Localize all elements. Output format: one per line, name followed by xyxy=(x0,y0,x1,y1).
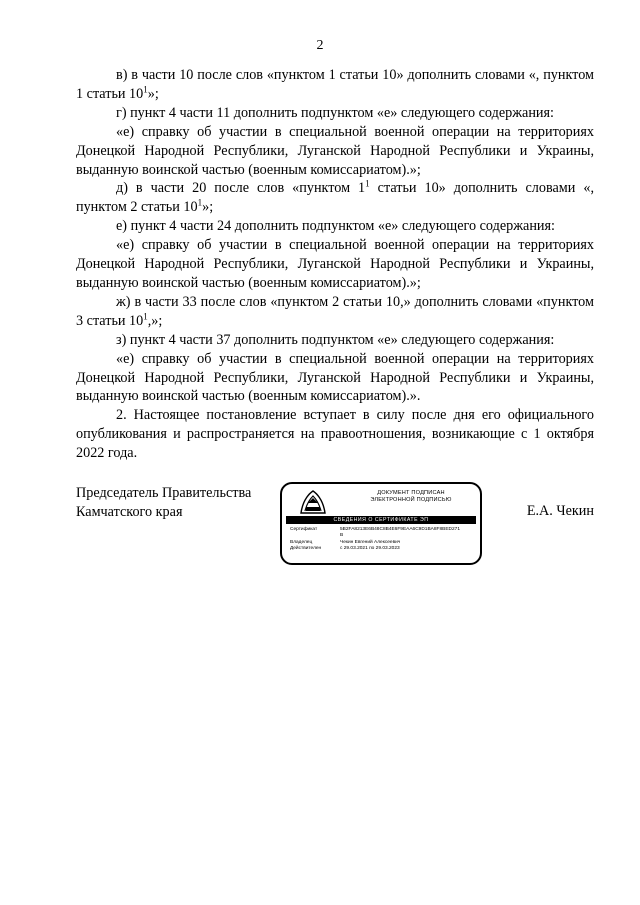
paragraph-v xyxy=(76,66,594,104)
signatory-name: Е.А. Чекин xyxy=(526,503,594,519)
stamp-header xyxy=(346,490,476,504)
position-line-2: Камчатского края xyxy=(76,504,183,520)
stamp-details xyxy=(290,527,478,553)
paragraph-z-quote: «е) справку об участии в специальной военной операции на территориях Донецкой Народной Республики, Луганской Народной Республики и Украины, выданную воинской частью (военным комиссариатом).». xyxy=(76,350,594,405)
stamp-certificate-bar: СВЕДЕНИЯ О СЕРТИФИКАТЕ ЭП xyxy=(286,516,476,524)
paragraph-e-quote: «е) справку об участии в специальной военной операции на территориях Донецкой Народной Республики, Луганской Народной Республики и Украины, выданную воинской частью (военным комиссариатом).»; xyxy=(76,237,594,291)
superscript: 1 xyxy=(365,178,370,189)
owner-label: Владелец xyxy=(290,539,313,545)
paragraph-d-end: »; xyxy=(202,199,214,216)
stamp-row-validity xyxy=(290,546,478,552)
owner-value: Чекин Евгений Алексеевич xyxy=(340,539,401,545)
certificate-value-cont: B xyxy=(340,533,344,539)
paragraph-v-end: »; xyxy=(147,85,159,102)
superscript: 1 xyxy=(197,197,203,208)
validity-value: с 29.03.2021 по 29.03.2023 xyxy=(340,546,400,552)
paragraph-zh xyxy=(76,293,594,331)
document-body xyxy=(76,66,594,463)
stamp-header-line-2: ЭЛЕКТРОННОЙ ПОДПИСЬЮ xyxy=(370,497,452,503)
validity-label: Действителен xyxy=(290,546,322,552)
paragraph-e: е) пункт 4 части 24 дополнить подпунктом «е» следующего содержания: xyxy=(116,218,555,235)
stamp-header-line-1: ДОКУМЕНТ ПОДПИСАН xyxy=(377,490,445,496)
paragraph-z: з) пункт 4 части 37 дополнить подпунктом «е» следующего содержания: xyxy=(116,331,555,348)
paragraph-zh-end: ,»; xyxy=(147,312,163,329)
paragraph-v-text: в) в части 10 после слов «пунктом 1 статьи 10» дополнить словами «, пунктом 1 статьи 10 xyxy=(76,67,594,102)
paragraph-g-quote: «е) справку об участии в специальной военной операции на территориях Донецкой Народной Республики, Луганской Народной Республики и Украины, выданную воинской частью (военным комиссариатом).»; xyxy=(76,123,594,178)
certificate-label: Сертификат xyxy=(290,527,318,532)
paragraph-zh-pre: ж) в части 33 после слов «пунктом 2 статьи 10,» дополнить словами «пунктом 3 статьи 10 xyxy=(76,293,594,329)
certificate-value: 5B2FA8213E6B48C8B4E6F9EAA6C9D1BA8F8BED271 xyxy=(340,527,460,532)
paragraph-d-mid: статьи 10» дополнить словами «, пунктом 2 статьи 10 xyxy=(76,180,594,216)
superscript: 1 xyxy=(143,84,148,95)
paragraph-d-pre: д) в части 20 после слов «пунктом 1 xyxy=(116,180,366,197)
superscript: 1 xyxy=(143,311,148,322)
coat-of-arms-icon xyxy=(298,489,328,515)
paragraph-point-2: 2. Настоящее постановление вступает в силу после дня его официального опубликования и распространяется на правоотношения, возникающие с 1 октября 2022 года. xyxy=(76,407,594,462)
page-number: 2 xyxy=(316,38,324,53)
paragraph-d xyxy=(76,179,594,217)
signatory-position xyxy=(76,484,251,522)
position-line-1: Председатель Правительства xyxy=(76,485,252,501)
paragraph-g: г) пункт 4 части 11 дополнить подпунктом «е» следующего содержания: xyxy=(116,104,554,121)
electronic-signature-stamp xyxy=(280,482,482,565)
